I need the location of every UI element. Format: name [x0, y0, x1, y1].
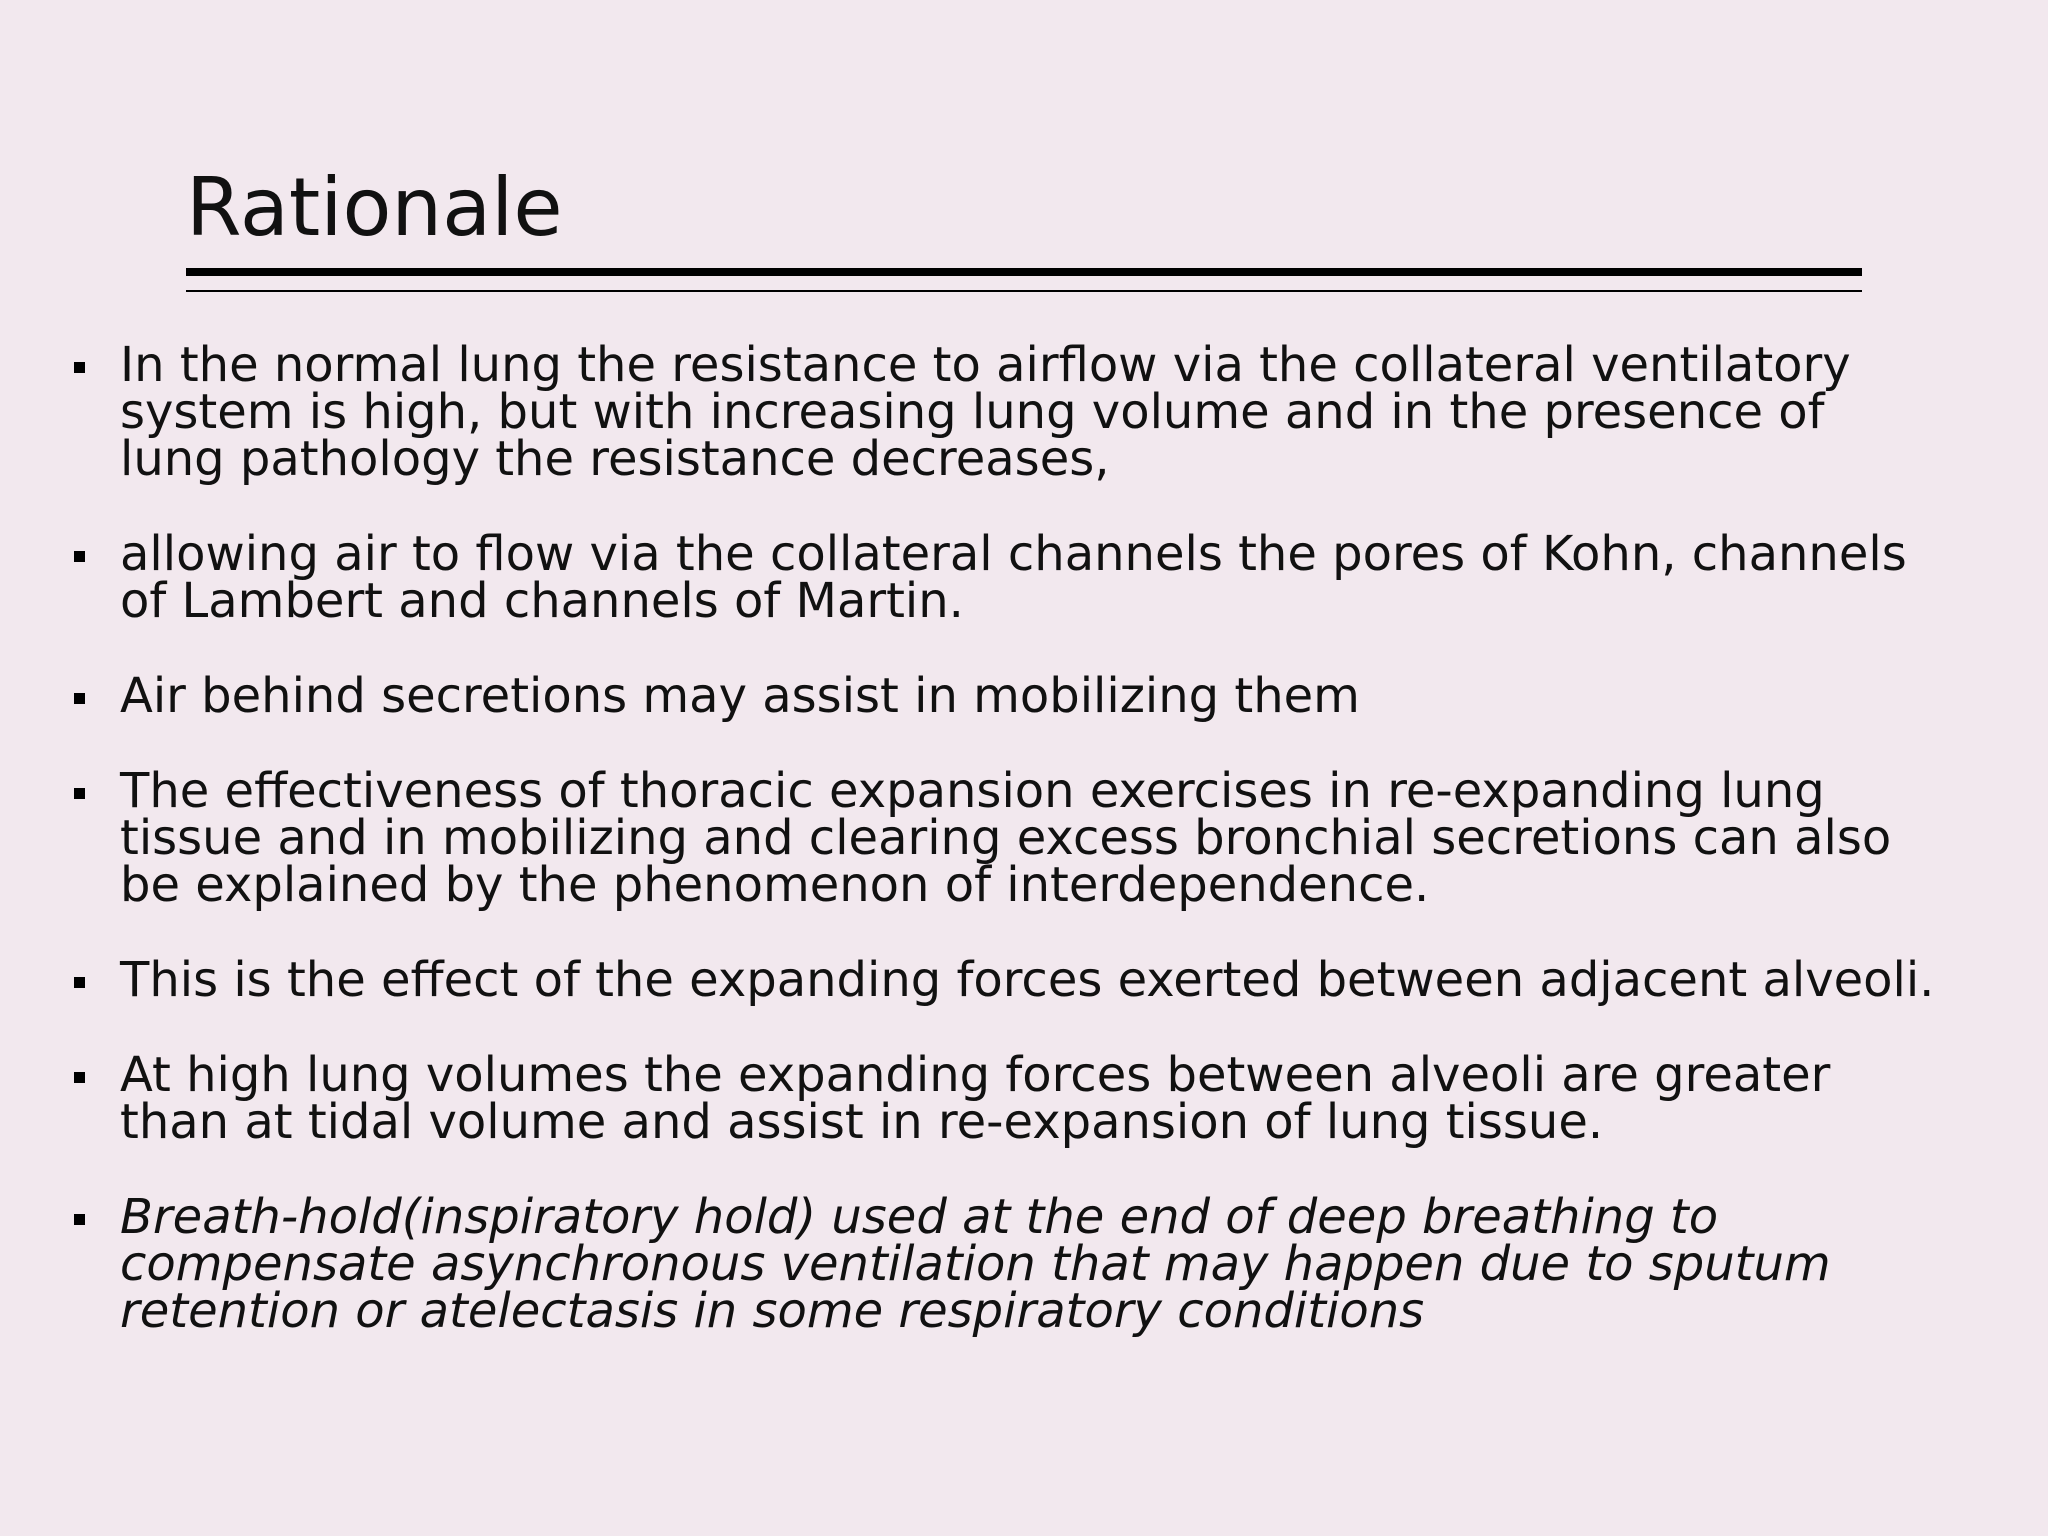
title-underline-thick [186, 268, 1862, 276]
title-underline-thin [186, 290, 1862, 292]
square-bullet-icon [74, 693, 85, 704]
bullet-text: Air behind secretions may assist in mobilizing them [120, 668, 1360, 724]
square-bullet-icon [74, 788, 85, 799]
bullet-item [68, 337, 2018, 487]
square-bullet-icon [74, 551, 85, 562]
bullet-list [68, 337, 2018, 1383]
slide-title: Rationale [186, 161, 563, 254]
bullet-text: The effectiveness of thoracic expansion exercises in re-expanding lung tissue and in mobilizing and clearing excess bronchial secretions can also be explained by the phenomenon of interdependence. [120, 763, 1892, 913]
bullet-item [68, 1047, 2018, 1150]
bullet-item [68, 668, 2018, 724]
bullet-item [68, 763, 2018, 913]
square-bullet-icon [74, 977, 85, 988]
bullet-text: At high lung volumes the expanding forces between alveoli are greater than at tidal volume and assist in re-expansion of lung tissue. [120, 1047, 1831, 1150]
square-bullet-icon [74, 362, 85, 373]
bullet-text: This is the effect of the expanding forces exerted between adjacent alveoli. [120, 952, 1935, 1008]
square-bullet-icon [74, 1214, 85, 1225]
bullet-item [68, 1189, 2018, 1339]
bullet-text: allowing air to flow via the collateral channels the pores of Kohn, channels of Lambert and channels of Martin. [120, 526, 1907, 629]
bullet-text: In the normal lung the resistance to airflow via the collateral ventilatory system is high, but with increasing lung volume and in the presence of lung pathology the resistance decreases, [120, 337, 1851, 487]
square-bullet-icon [74, 1072, 85, 1083]
bullet-text-italic: Breath-hold(inspiratory hold) used at the end of deep breathing to compensate asynchronous ventilation that may happen due to sputum retention or atelectasis in some respiratory conditions [120, 1189, 1831, 1339]
bullet-item [68, 526, 2018, 629]
bullet-item [68, 952, 2018, 1008]
